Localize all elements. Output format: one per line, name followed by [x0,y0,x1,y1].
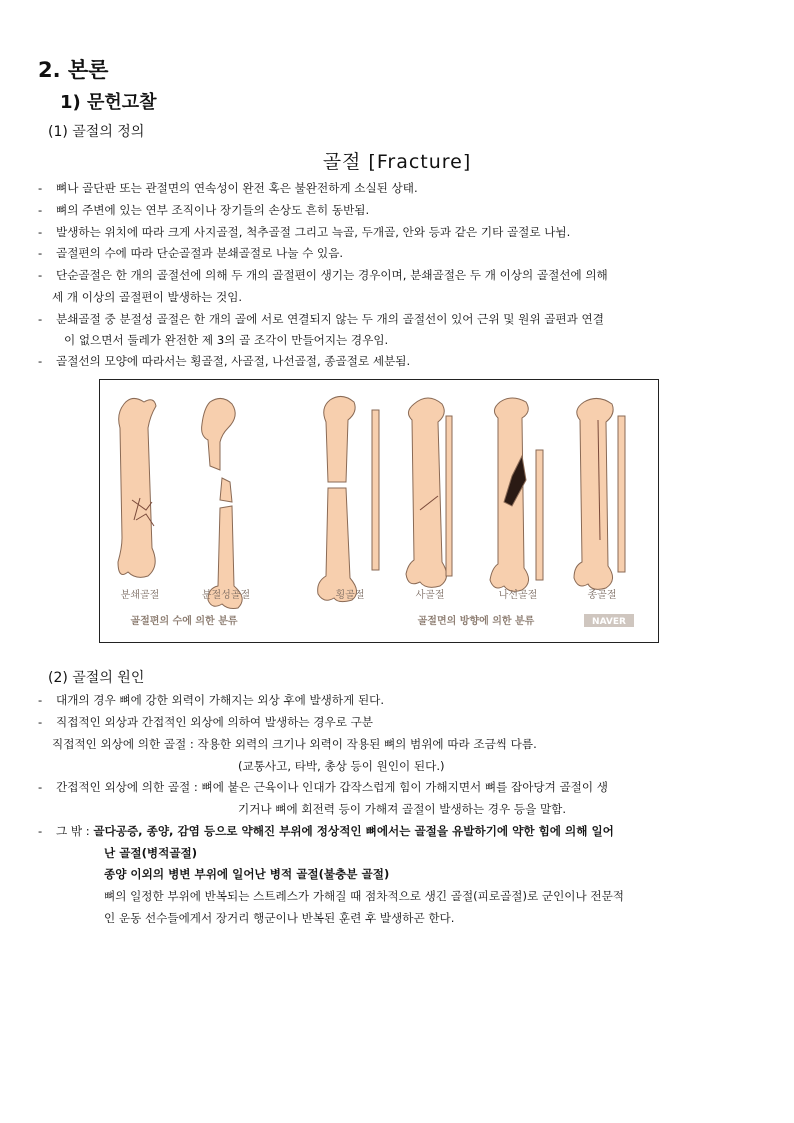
definition-bullet: - 뼈의 주변에 있는 연부 조직이나 장기들의 손상도 흔히 동반됨. [38,203,370,217]
figure-label-transverse: 횡골절 [335,590,365,601]
definition-title: 골절 [Fracture] [322,151,472,173]
stress-fracture-line-continuation: 인 운동 선수들에게서 장거리 행군이나 반복된 훈련 후 발생하곤 한다. [104,911,455,925]
subsection-heading: 1) 문헌고찰 [60,92,157,113]
segmental-bone-mid [220,478,232,502]
definition-bullet: - 골절편의 수에 따라 단순골절과 분쇄골절로 나눌 수 있음. [38,246,344,260]
insufficiency-fracture-line: 종양 이외의 병변 부위에 일어난 병적 골절(불충분 골절) [104,867,390,881]
definition-heading: (1) 골절의 정의 [48,124,145,140]
spiral-fibula [536,450,543,580]
figure-group-left: 골절편의 수에 의한 분류 [130,616,238,627]
definition-bullet: - 분쇄골절 중 분절성 골절은 한 개의 골에 서로 연결되지 않는 두 개의 골절선이 있어 근위 및 원위 골편과 연결 [38,312,604,326]
figure-label-comminuted: 분쇄골절 [120,590,160,601]
figure-label-spiral: 나선골절 [498,590,538,601]
pathologic-fracture-line: 난 골절(병적골절) [104,846,198,860]
indirect-trauma-continuation: 기거나 뼈에 회전력 등이 가해져 골절이 발생하는 경우 등을 말함. [238,802,567,816]
definition-bullet-continuation: 이 없으면서 둘레가 완전한 제 3의 골 조각이 만들어지는 경우임. [64,333,389,347]
fracture-types-illustration [100,380,658,642]
figure-label-longitudinal: 종골절 [587,590,617,601]
direct-trauma-line: 직접적인 외상에 의한 골절 : 작용한 외력의 크기나 외력이 작용된 뼈의 범위에 따라 조금씩 다름. [52,737,537,751]
naver-watermark: NAVER [592,617,626,627]
oblique-bone [406,398,447,587]
cause-bullet: - 그 밖 : 골다공증, 종양, 감염 등으로 약해진 부위에 정상적인 뼈에서는 골절을 유발하기에 약한 힘에 의해 일어 [38,824,614,838]
segmental-bone-top [202,398,236,470]
section-heading: 2. 본론 [38,58,109,82]
figure-label-oblique: 사골절 [415,590,445,601]
direct-trauma-examples: (교통사고, 타박, 총상 등이 원인이 된다.) [238,759,445,773]
stress-fracture-line: 뼈의 일정한 부위에 반복되는 스트레스가 가해질 때 점차적으로 생긴 골절(피로골절)로 군인이나 전문적 [104,889,624,903]
oblique-fibula [446,416,452,576]
figure-group-right: 골절면의 방향에 의한 분류 [417,616,535,627]
transverse-fibula [372,410,379,570]
definition-bullet: - 발생하는 위치에 따라 크게 사지골절, 척추골절 그리고 늑골, 두개골, 안와 등과 같은 기타 골절로 나뉨. [38,225,571,239]
cause-bullet: - 대개의 경우 뼈에 강한 외력이 가해지는 외상 후에 발생하게 된다. [38,693,385,707]
definition-bullet: - 뼈나 골단판 또는 관절면의 연속성이 완전 혹은 불완전하게 소실된 상태. [38,181,418,195]
definition-bullet-continuation: 세 개 이상의 골절편이 발생하는 것임. [52,290,243,304]
definition-bullet: - 단순골절은 한 개의 골절선에 의해 두 개의 골절편이 생기는 경우이며, 분쇄골절은 두 개 이상의 골절선에 의해 [38,268,608,282]
fracture-types-figure [99,379,659,643]
cause-heading: (2) 골절의 원인 [48,670,145,686]
longitudinal-fibula [618,416,625,572]
cause-bullet: - 간접적인 외상에 의한 골절 : 뼈에 붙은 근육이나 인대가 갑작스럽게 힘이 가해지면서 뼈를 잡아당겨 골절이 생 [38,780,608,794]
transverse-bone-bottom [318,488,357,602]
definition-bullet: - 골절선의 모양에 따라서는 횡골절, 사골절, 나선골절, 종골절로 세분됨. [38,354,411,368]
cause-bullet: - 직접적인 외상과 간접적인 외상에 의하여 발생하는 경우로 구분 [38,715,373,729]
figure-label-segmental: 분절성골절 [201,590,251,601]
comminuted-bone [118,398,156,577]
longitudinal-bone [574,398,613,589]
transverse-bone-top [324,396,355,482]
